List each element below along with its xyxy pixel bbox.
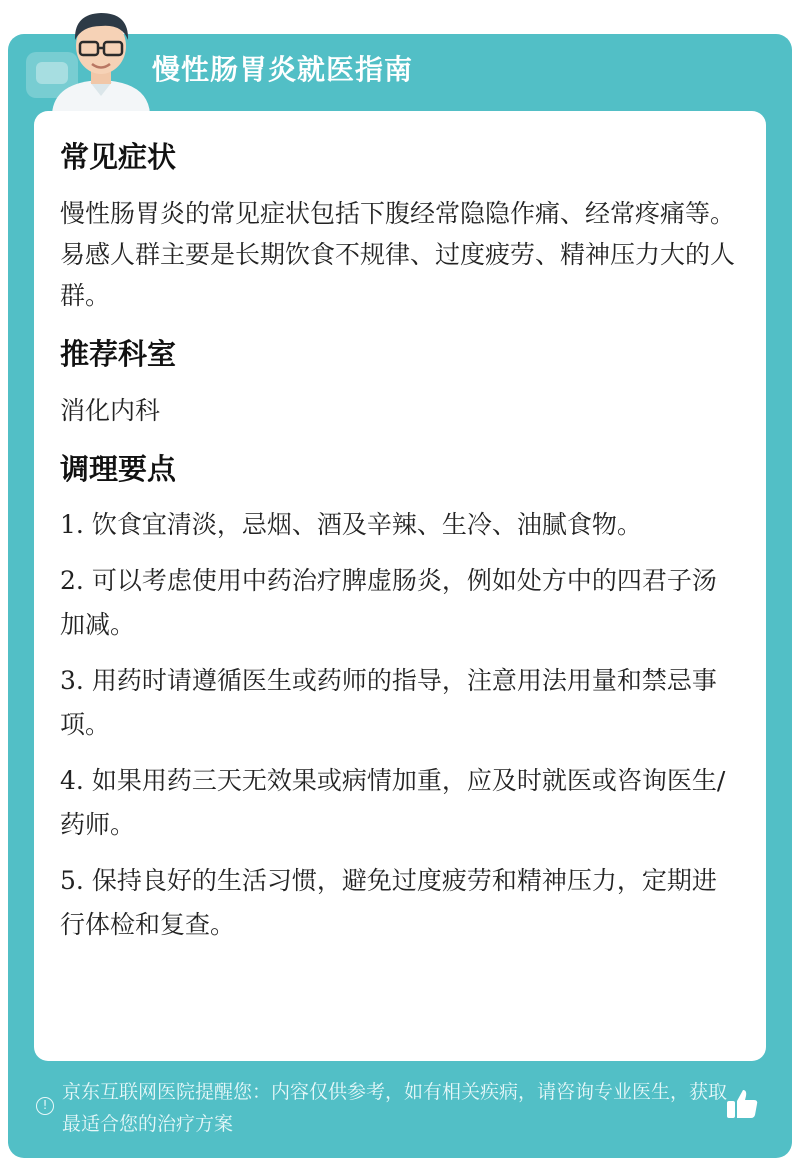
- list-item: [60, 503, 740, 547]
- list-item-text: 可以考虑使用中药治疗脾虚肠炎，例如处方中的四君子汤加减。: [60, 566, 717, 639]
- page-title: 慢性肠胃炎就医指南: [152, 53, 414, 86]
- department-title: 推荐科室: [60, 337, 177, 371]
- list-item-number: 1.: [60, 510, 84, 539]
- content-card: [34, 111, 766, 1061]
- list-item-text: 饮食宜清淡，忌烟、酒及辛辣、生冷、油腻食物。: [91, 510, 642, 539]
- list-item: [60, 659, 740, 747]
- care-title: 调理要点: [60, 452, 177, 486]
- list-item: [60, 759, 740, 847]
- list-item-text: 用药时请遵循医生或药师的指导，注意用法用量和禁忌事项。: [60, 666, 717, 739]
- care-list: [60, 503, 740, 947]
- symptoms-title: 常见症状: [60, 140, 177, 174]
- disclaimer: [36, 1076, 736, 1140]
- list-item-number: 4.: [60, 766, 84, 795]
- list-item-number: 5.: [60, 866, 84, 895]
- doctor-avatar-icon: [44, 4, 158, 114]
- department-body: 消化内科: [60, 396, 161, 425]
- info-icon: !: [36, 1097, 54, 1115]
- disclaimer-text: 京东互联网医院提醒您：内容仅供参考，如有相关疾病，请咨询专业医生，获取最适合您的治疗方案: [62, 1081, 728, 1135]
- thumbs-up-icon[interactable]: [724, 1086, 760, 1122]
- list-item: [60, 559, 740, 647]
- list-item-text: 保持良好的生活习惯，避免过度疲劳和精神压力，定期进行体检和复查。: [60, 866, 717, 939]
- list-item-number: 3.: [60, 666, 84, 695]
- symptoms-body: 慢性肠胃炎的常见症状包括下腹经常隐隐作痛、经常疼痛等。易感人群主要是长期饮食不规律、过度疲劳、精神压力大的人群。: [60, 199, 736, 310]
- list-item-text: 如果用药三天无效果或病情加重，应及时就医或咨询医生/药师。: [60, 766, 726, 839]
- list-item: [60, 859, 740, 947]
- list-item-number: 2.: [60, 566, 84, 595]
